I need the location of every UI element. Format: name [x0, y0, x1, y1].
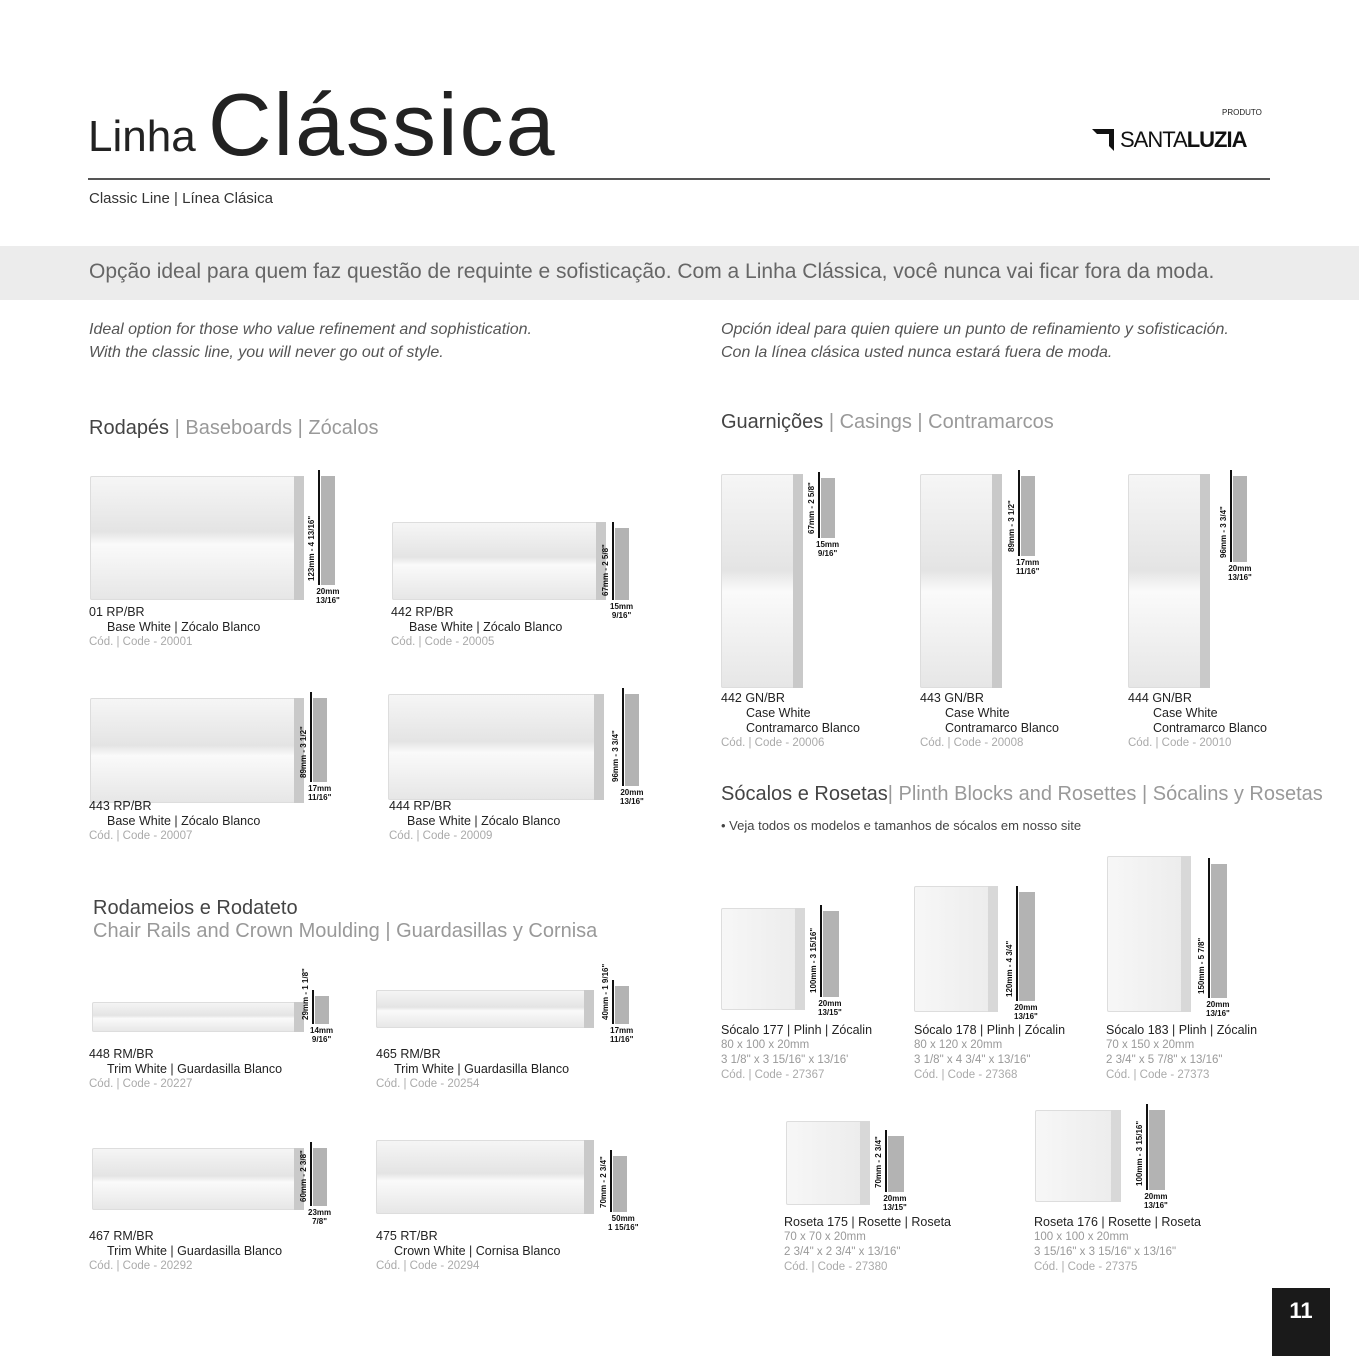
profile-section [1233, 476, 1247, 562]
width-mm: 17mm [610, 1026, 634, 1035]
profile-section [615, 986, 629, 1024]
height-dimension: 70mm - 2 3/4" [599, 1156, 608, 1208]
section-rodameios [93, 897, 597, 943]
product-image [721, 474, 797, 688]
logo-luzia: LUZIA [1186, 127, 1247, 152]
width-in: 13/16" [1228, 573, 1252, 582]
product-label [376, 1047, 569, 1092]
width-in: 7/8" [312, 1217, 328, 1226]
profile-end [1200, 474, 1210, 688]
product-label [89, 1047, 282, 1092]
product-ref-code: Cód. | Code - 20006 [721, 737, 825, 749]
width-mm: 20mm [1144, 1192, 1168, 1201]
section-guarnicoes [721, 411, 1054, 434]
profile-section [615, 528, 629, 600]
product-label [389, 799, 560, 844]
page-number: 11 [1272, 1288, 1330, 1356]
dimension-line [318, 470, 320, 585]
product-code: 465 RM/BR [376, 1047, 441, 1061]
width-mm: 14mm [310, 1026, 334, 1035]
product-image [1035, 1110, 1115, 1202]
product-code: Sócalo 183 | Plinh | Zócalin [1106, 1023, 1258, 1037]
logo-santa: SANTA [1120, 127, 1187, 152]
product-label [721, 691, 860, 751]
height-dimension: 40mm - 1 9/16" [601, 963, 610, 1020]
product-code: Roseta 175 | Rosette | Roseta [784, 1215, 952, 1229]
width-dimension [610, 1026, 633, 1044]
profile-section [313, 698, 327, 782]
product-label [89, 799, 260, 844]
product-image [90, 698, 298, 803]
product-image [90, 476, 298, 600]
dimension-line [820, 905, 822, 997]
profile-section [821, 478, 835, 538]
product-size: 2 3/4" x 2 3/4" x 13/16" [784, 1246, 901, 1258]
profile-section [321, 476, 335, 585]
dimension-line [885, 1130, 887, 1192]
width-mm: 50mm [611, 1214, 635, 1223]
product-image [914, 886, 992, 1012]
height-dimension: 89mm - 3 1/2" [299, 726, 308, 778]
profile-end [584, 990, 594, 1028]
profile-end [294, 476, 304, 600]
profile-section [613, 1156, 627, 1212]
profile-end [584, 1140, 594, 1214]
width-dimension [308, 784, 331, 802]
width-in: 9/16" [817, 549, 838, 558]
height-dimension: 67mm - 2 5/8" [807, 482, 816, 534]
width-dimension [1144, 1192, 1168, 1210]
dimension-line [310, 692, 312, 782]
product-ref-code: Cód. | Code - 20005 [391, 636, 495, 648]
product-code: Sócalo 177 | Plinh | Zócalin [721, 1023, 873, 1037]
title-divider [88, 178, 1270, 180]
product-image [1107, 856, 1185, 1012]
section-title: Guarnições [721, 411, 824, 433]
width-mm: 20mm [883, 1194, 907, 1203]
width-dimension [1014, 1003, 1038, 1021]
product-label [920, 691, 1059, 751]
product-label [376, 1229, 561, 1274]
width-dimension [608, 1214, 638, 1232]
intro-spanish [721, 318, 1229, 364]
title-linha: Linha [88, 112, 196, 161]
product-label [721, 1023, 872, 1083]
product-code: 444 RP/BR [389, 799, 452, 813]
section-socalos [721, 783, 1323, 806]
width-mm: 20mm [620, 788, 644, 797]
product-ref-code: Cód. | Code - 20009 [389, 830, 493, 842]
product-description: Trim White | Guardasilla Blanco [394, 1062, 570, 1076]
height-dimension: 100mm - 3 15/16" [1135, 1120, 1144, 1186]
profile-end [1181, 856, 1191, 1012]
product-code: 467 RM/BR [89, 1229, 154, 1243]
dimension-line [1018, 470, 1020, 556]
product-description: Base White | Zócalo Blanco [409, 620, 563, 634]
socalos-note: • Veja todos os modelos e tamanhos de sócalos em nosso site [721, 818, 1082, 833]
product-image [920, 474, 996, 688]
product-ref-code: Cód. | Code - 20292 [89, 1260, 193, 1272]
dimension-line [1146, 1104, 1148, 1190]
width-mm: 20mm [1014, 1003, 1038, 1012]
product-description: Case White [746, 706, 811, 720]
product-label [1128, 691, 1267, 751]
dimension-line [1016, 886, 1018, 1001]
width-mm: 20mm [1206, 1000, 1230, 1009]
product-ref-code: Cód. | Code - 20001 [89, 636, 193, 648]
width-mm: 20mm [316, 587, 340, 596]
product-ref-code: Cód. | Code - 20294 [376, 1260, 480, 1272]
height-dimension: 96mm - 3 3/4" [1219, 506, 1228, 558]
profile-section [1021, 476, 1035, 556]
height-dimension: 70mm - 2 3/4" [874, 1136, 883, 1188]
banner [0, 246, 1359, 300]
profile-end [1111, 1110, 1121, 1202]
width-in: 13/16" [316, 596, 340, 605]
dimension-line [612, 980, 614, 1024]
width-in: 11/16" [610, 1035, 634, 1044]
product-ref-code: Cód. | Code - 20227 [89, 1078, 193, 1090]
logo-mark-icon [1092, 129, 1114, 151]
width-dimension [883, 1194, 907, 1212]
product-label [1106, 1023, 1257, 1083]
product-code: Roseta 176 | Rosette | Roseta [1034, 1215, 1202, 1229]
product-ref-code: Cód. | Code - 27380 [784, 1261, 888, 1273]
product-size: 80 x 100 x 20mm [721, 1039, 810, 1051]
profile-end [988, 886, 998, 1012]
height-dimension: 89mm - 3 1/2" [1007, 500, 1016, 552]
dimension-line [610, 1150, 612, 1212]
width-in: 13/16" [620, 797, 644, 806]
product-code: 444 GN/BR [1128, 691, 1192, 705]
height-dimension: 29mm - 1 1/8" [301, 968, 310, 1020]
section-title: Rodapés [89, 417, 170, 439]
product-image [92, 1002, 298, 1032]
product-label [89, 605, 260, 650]
subtitle: Classic Line | Línea Clásica [89, 190, 273, 207]
width-dimension [1206, 1000, 1230, 1018]
height-dimension: 120mm - 4 3/4" [1005, 940, 1014, 997]
profile-section [1019, 892, 1035, 1001]
profile-section [313, 1148, 327, 1206]
product-size: 70 x 70 x 20mm [784, 1231, 866, 1243]
product-label [391, 605, 562, 650]
width-in: 1 15/16" [608, 1223, 639, 1232]
product-label [89, 1229, 282, 1274]
product-code: 442 GN/BR [721, 691, 785, 705]
profile-section [823, 911, 839, 997]
width-in: 13/16" [1144, 1201, 1168, 1210]
intro-english [89, 318, 532, 364]
dimension-line [818, 472, 820, 538]
dimension-line [622, 688, 624, 786]
product-ref-code: Cód. | Code - 20010 [1128, 737, 1232, 749]
title-classica: Clássica [208, 75, 557, 174]
height-dimension: 100mm - 3 15/16" [809, 927, 818, 993]
section-subtitle: Chair Rails and Crown Moulding | Guardasillas y Cornisa [93, 920, 598, 942]
product-code: Sócalo 178 | Plinh | Zócalin [914, 1023, 1066, 1037]
height-dimension: 96mm - 3 3/4" [611, 730, 620, 782]
intro-en-line: With the classic line, you will never go out of style. [89, 344, 444, 361]
product-ref-code: Cód. | Code - 27375 [1034, 1261, 1138, 1273]
product-size: 3 1/8" x 3 15/16" x 13/16' [721, 1054, 849, 1066]
product-description: Crown White | Cornisa Blanco [394, 1244, 561, 1258]
product-image [786, 1121, 864, 1205]
product-description: Contramarco Blanco [746, 721, 860, 735]
width-dimension [816, 540, 839, 558]
product-description: Base White | Zócalo Blanco [407, 814, 561, 828]
product-size: 3 1/8" x 4 3/4" x 13/16" [914, 1054, 1031, 1066]
product-image [376, 1140, 588, 1214]
profile-end [992, 474, 1002, 688]
width-dimension [310, 1026, 333, 1044]
product-size: 100 x 100 x 20mm [1034, 1231, 1129, 1243]
profile-end [793, 474, 803, 688]
product-code: 448 RM/BR [89, 1047, 154, 1061]
width-in: 11/16" [308, 793, 332, 802]
product-ref-code: Cód. | Code - 20008 [920, 737, 1024, 749]
product-ref-code: Cód. | Code - 27373 [1106, 1069, 1210, 1081]
section-title: Sócalos e Rosetas [721, 783, 888, 805]
product-size: 3 15/16" x 3 15/16" x 13/16" [1034, 1246, 1177, 1258]
section-subtitle: | Casings | Contramarcos [823, 411, 1054, 433]
product-size: 2 3/4" x 5 7/8" x 13/16" [1106, 1054, 1223, 1066]
product-image [388, 694, 598, 800]
width-mm: 15mm [816, 540, 840, 549]
height-dimension: 67mm - 2 5/8" [601, 544, 610, 596]
width-in: 13/16" [1014, 1012, 1038, 1021]
width-dimension [316, 587, 340, 605]
width-in: 9/16" [311, 1035, 332, 1044]
dimension-line [310, 1142, 312, 1206]
profile-section [1211, 864, 1227, 998]
height-dimension: 150mm - 5 7/8" [1197, 937, 1206, 994]
product-label [1034, 1215, 1201, 1275]
product-description: Base White | Zócalo Blanco [107, 814, 261, 828]
product-image [392, 522, 600, 600]
product-code: 442 RP/BR [391, 605, 454, 619]
width-dimension [818, 999, 842, 1017]
height-dimension: 123mm - 4 13/16" [307, 515, 316, 581]
width-mm: 15mm [610, 602, 634, 611]
dimension-line [312, 990, 314, 1024]
product-label [784, 1215, 951, 1275]
section-subtitle: | Plinth Blocks and Rosettes | Sócalins y Rosetas [887, 783, 1323, 805]
profile-end [860, 1121, 870, 1205]
product-description: Contramarco Blanco [1153, 721, 1267, 735]
profile-section [625, 694, 639, 786]
product-code: 01 RP/BR [89, 605, 145, 619]
width-dimension [1228, 564, 1252, 582]
profile-end [594, 694, 604, 800]
product-image [721, 908, 799, 1010]
intro-es-line: Opción ideal para quien quiere un punto de refinamiento y sofisticación. [721, 321, 1229, 338]
width-mm: 17mm [1016, 558, 1040, 567]
profile-section [888, 1136, 904, 1192]
intro-en-line: Ideal option for those who value refinement and sophistication. [89, 321, 532, 338]
width-in: 9/16" [611, 611, 632, 620]
height-dimension: 60mm - 2 3/8" [299, 1150, 308, 1202]
product-code: 443 RP/BR [89, 799, 152, 813]
product-size: 80 x 120 x 20mm [914, 1039, 1003, 1051]
product-description: Case White [945, 706, 1010, 720]
product-image [376, 990, 588, 1028]
product-ref-code: Cód. | Code - 27368 [914, 1069, 1018, 1081]
profile-section [1149, 1110, 1165, 1190]
width-in: 13/16" [1206, 1009, 1230, 1018]
banner-text: Opção ideal para quem faz questão de requinte e sofisticação. Com a Linha Clássica, você nunca vai ficar fora da moda. [89, 260, 1215, 283]
santaluzia-logo [1092, 128, 1246, 152]
section-rodapes [89, 417, 378, 440]
width-mm: 17mm [308, 784, 332, 793]
product-description: Trim White | Guardasilla Blanco [107, 1062, 283, 1076]
logo-produto: PRODUTO [1222, 108, 1262, 117]
dimension-line [1208, 858, 1210, 998]
width-in: 13/15" [883, 1203, 907, 1212]
profile-section [315, 996, 329, 1024]
width-in: 11/16" [1016, 567, 1040, 576]
intro-es-line: Con la línea clásica usted nunca estará fuera de moda. [721, 344, 1113, 361]
width-mm: 23mm [308, 1208, 332, 1217]
product-code: 475 RT/BR [376, 1229, 438, 1243]
section-subtitle: | Baseboards | Zócalos [169, 417, 379, 439]
profile-end [795, 908, 805, 1010]
product-description: Trim White | Guardasilla Blanco [107, 1244, 283, 1258]
width-dimension [610, 602, 633, 620]
product-image [1128, 474, 1204, 688]
product-image [92, 1148, 298, 1210]
width-in: 13/15" [818, 1008, 842, 1017]
product-description: Contramarco Blanco [945, 721, 1059, 735]
product-ref-code: Cód. | Code - 20007 [89, 830, 193, 842]
dimension-line [612, 522, 614, 600]
width-dimension [1016, 558, 1039, 576]
product-label [914, 1023, 1065, 1083]
product-code: 443 GN/BR [920, 691, 984, 705]
product-ref-code: Cód. | Code - 20254 [376, 1078, 480, 1090]
section-title: Rodameios e Rodateto [93, 897, 298, 919]
width-mm: 20mm [818, 999, 842, 1008]
width-dimension [308, 1208, 331, 1226]
dimension-line [1230, 470, 1232, 562]
product-description: Case White [1153, 706, 1218, 720]
product-ref-code: Cód. | Code - 27367 [721, 1069, 825, 1081]
product-description: Base White | Zócalo Blanco [107, 620, 261, 634]
width-mm: 20mm [1228, 564, 1252, 573]
product-size: 70 x 150 x 20mm [1106, 1039, 1195, 1051]
width-dimension [620, 788, 644, 806]
